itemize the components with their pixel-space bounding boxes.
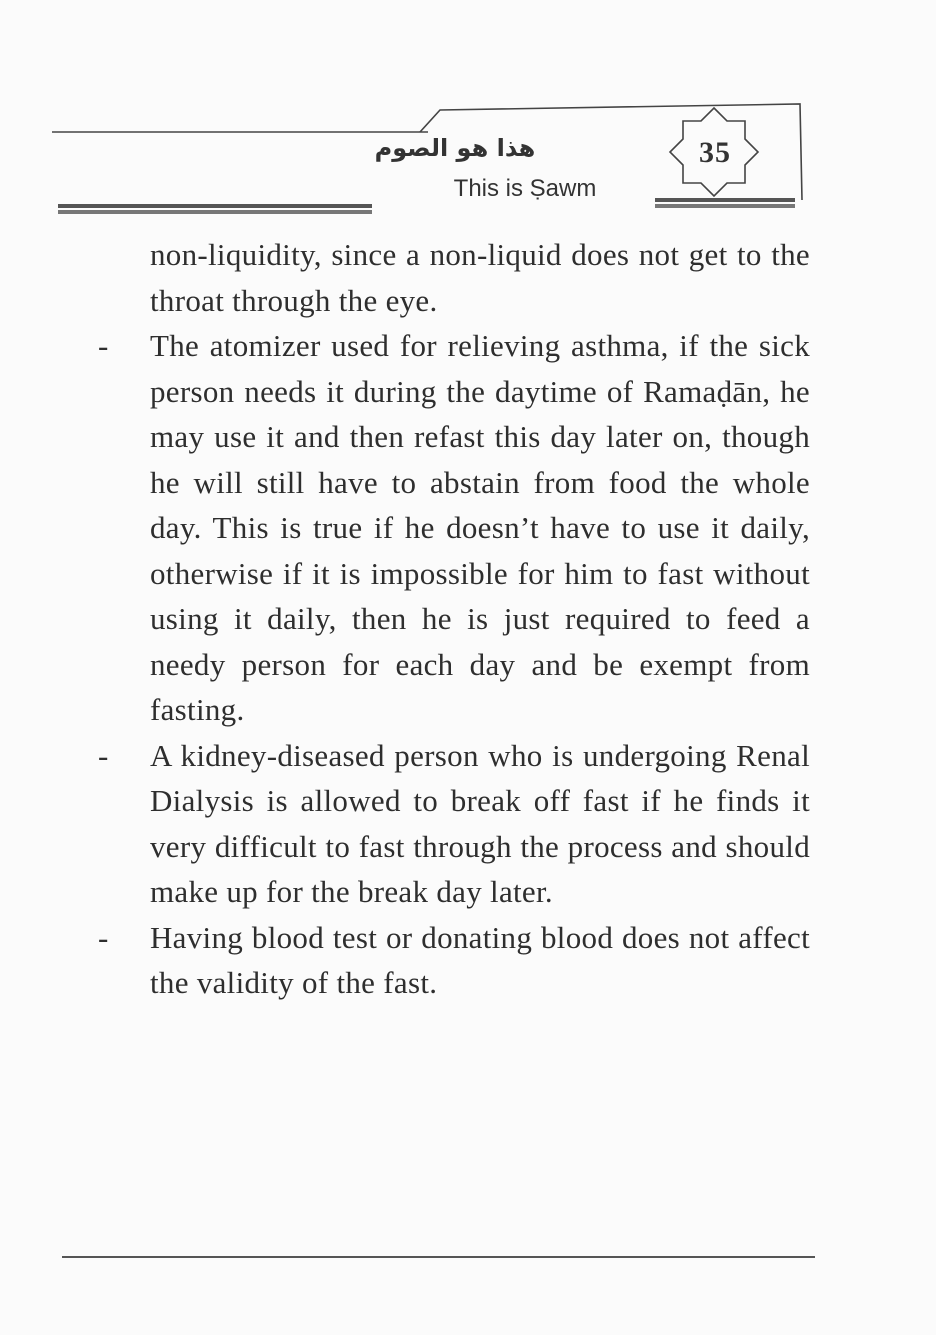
header-bottom-rule-right	[655, 198, 795, 202]
paragraph-text: The atomizer used for relieving asthma, if the sick person needs it during the daytime of Ramaḍān, he may use it and then refast this day later on, though he will still have to abstain from food the whole day. This is true if he doesn’t have to use it daily, otherwise if it is impossible for him to fast without using it daily, then he is just required to feed a needy person for each day and be exempt from fasting.	[150, 328, 810, 727]
page-number: 35	[699, 136, 731, 169]
footer-rule	[62, 1256, 815, 1258]
page-body	[98, 232, 810, 1006]
header-title-english: This is Ṣawm	[453, 175, 597, 202]
paragraph-text: non-liquidity, since a non-liquid does not get to the throat through the eye.	[150, 237, 810, 318]
bullet-dash: -	[98, 328, 109, 363]
paragraph-text: Having blood test or donating blood does not affect the validity of the fast.	[150, 919, 810, 1000]
list-item-blood-test	[98, 915, 810, 1006]
list-item-atomizer	[98, 323, 810, 733]
paragraph-text: A kidney-diseased person who is undergoing Renal Dialysis is allowed to break off fast if he finds it very difficult to fast through the process and should make up for the break day later.	[150, 737, 810, 909]
bullet-dash: -	[98, 919, 109, 955]
header-bottom-rule-left	[58, 204, 372, 208]
bullet-dash: -	[98, 737, 109, 773]
paragraph-continuation	[98, 232, 810, 323]
list-item-dialysis	[98, 733, 810, 915]
header-title-arabic: هذا هو الصوم	[374, 134, 536, 162]
